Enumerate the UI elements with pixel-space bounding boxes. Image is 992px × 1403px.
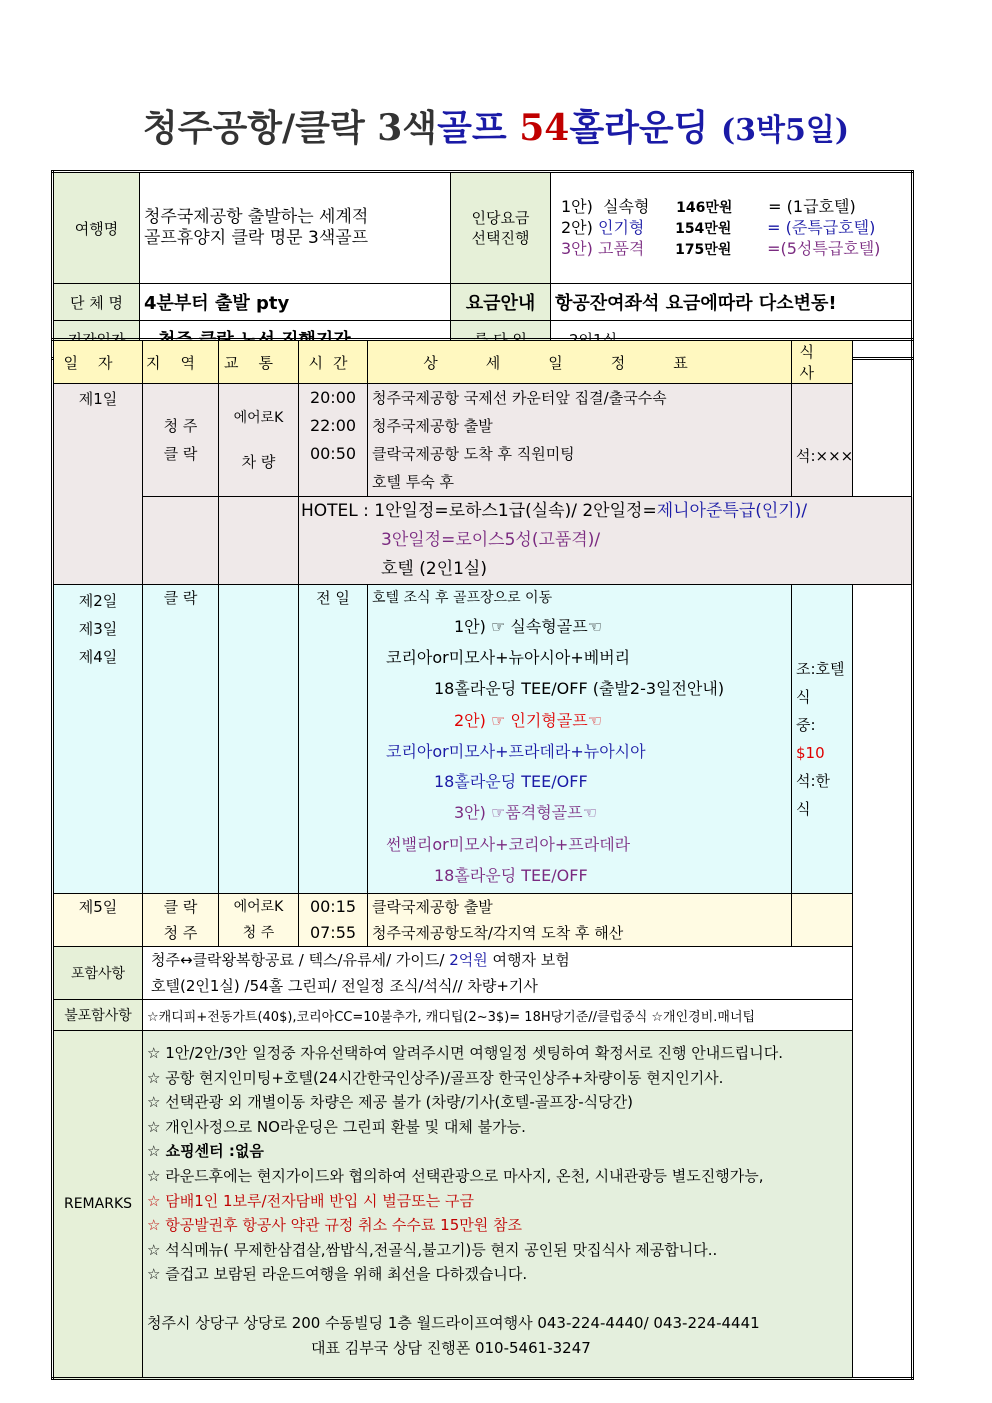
title-part4: 홀라운딩 [569,107,709,149]
day2-4-time: 전 일 [299,585,368,894]
day5-transport: 에어로K 청 주 [219,894,299,947]
included-row [53,947,913,1000]
remark-item: ☆ 쇼핑센터 :없음 [147,1142,264,1161]
day2-4-region: 클 락 [143,585,219,894]
header-region: 지역 [143,340,219,384]
header-meal: 식사 [792,340,853,384]
price-info-label: 요금안내 [451,284,551,321]
day1-details: 청주국제공항 국제선 카운터앞 집결/출국수속 청주국제공항 출발 클락국제공항 도착 후 직원미팅 호텔 투숙 후 [368,384,792,497]
day2-4-row [53,585,913,894]
company-contact: 대표 김부국 상담 진행폰 010-5461-3247 [311,1338,591,1357]
excluded-label: 불포함사항 [53,1000,143,1031]
remarks [143,1031,853,1379]
schedule-header [53,340,913,384]
fee-plans [551,172,913,284]
page-title [0,100,992,151]
excluded-row [53,1000,913,1031]
group-name: 4분부터 출발 pty [140,284,451,321]
remark-item: ☆ 석식메뉴( 무제한삼겹살,쌈밥식,전골식,불고기)등 현지 공인된 맛집식사 제공합니다.. [147,1240,718,1259]
included-label: 포함사항 [53,947,143,1000]
remark-item: ☆ 항공발권후 항공사 약관 규정 취소 수수료 15만원 참조 [147,1216,522,1235]
header-time: 시간 [299,340,368,384]
remark-item: ☆ 선택관광 외 개별이동 차량은 제공 불가 (차량/기사(호텔-골프장-식당간) [147,1093,633,1112]
info-table [51,170,914,360]
remark-item: ☆ 즐겁고 보람된 라운드여행을 위해 최선을 다하겠습니다. [147,1265,528,1284]
trip-label: 여행명 [53,172,140,284]
day5-row [53,894,913,947]
day5-label: 제5일 [53,894,143,947]
title-part2: 골프 [437,107,507,149]
day5-times: 00:15 07:55 [299,894,368,947]
plan-row: 1안) 실속형 146만원 = (1급호텔) [561,196,856,216]
trip-name: 청주국제공항 출발하는 세계적 골프휴양지 클락 명문 3색골프 [140,172,451,284]
fee-label: 인당요금 선택진행 [451,172,551,284]
remark-item: ☆ 담배1인 1보루/전자담배 반입 시 벌금또는 구금 [147,1191,475,1210]
header-date: 일자 [53,340,143,384]
remark-item: ☆ 개인사정으로 NO라운딩은 그린피 환불 및 대체 불가능. [147,1117,526,1136]
company-address: 청주시 상당구 상당로 200 수동빌딩 1층 월드라이프여행사 043-224-4440/ 043-224-4441 [147,1313,760,1332]
header-detail: 상세일정표 [368,340,792,384]
remark-item: ☆ 공항 현지인미팅+호텔(24시간한국인상주)/골프장 한국인상주+차량이동 현지인기사. [147,1068,724,1087]
day5-details: 클락국제공항 출발 청주국제공항도착/각지역 도착 후 해산 [368,894,792,947]
price-info: 항공잔여좌석 요금에따라 다소변동! [551,284,913,321]
day1-hotel-row [53,497,913,585]
remark-item: ☆ 라운드후에는 현지가이드와 협의하여 선택관광으로 마사지, 온천, 시내관광등 별도진행가능, [147,1166,764,1185]
day2-4-meals: 조:호텔식 중: $10 석:한 식 [792,585,853,894]
day1-region: 청 주 클 락 [143,384,219,497]
day1-hotel: HOTEL : 1안일정=로하스1급(실속)/ 2안일정=제니아준특급(인기)/ 3안일정=로이스5성(고품격)/ 호텔 (2인1실) [299,497,913,585]
included-items: 청주↔클락왕복항공료 / 텍스/유류세/ 가이드/ 2억원 여행자 보험 호텔(2인1실) /54홀 그린피/ 전일정 조식/석식// 차량+기사 [143,947,853,1000]
title-part5: (3박5일) [720,113,850,148]
day2-4-details: 호텔 조식 후 골프장으로 이동 1안) ☞ 실속형골프☜ 코리아or미모사+뉴아시아+베버리 18홀라운딩 TEE/OFF (출발2-3일전안내) 2안) ☞ 인기형골프☜ 코리아or미모사+프라데라+뉴아시아 18홀라운딩 TEE/OFF 3안) ☞품격형골프☜ 썬밸리or미모사+코리아+프라데라 18홀라운딩 TEE/OFF [368,585,792,894]
day1-label: 제1일 [53,384,143,585]
day1-times: 20:00 22:00 00:50 [299,384,368,497]
title-part1: 청주공항/클락 3색 [142,107,438,149]
excluded-items: ☆캐디피+전동가트(40$),코리아CC=10불추가, 캐디팁(2~3$)= 18H당기준//클럽중식 ☆개인경비.매너팁 [143,1000,853,1031]
day2-4-labels: 제2일 제3일 제4일 [53,585,143,894]
plan-row: 2안) 인기형 154만원 = (준특급호텔) [561,217,876,237]
day1-meal: 석:××× [792,384,853,497]
plan-row: 3안) 고품격 175만원 =(5성특급호텔) [561,238,881,258]
day5-region: 클 락 청 주 [143,894,219,947]
remarks-label: REMARKS [53,1031,143,1379]
remarks-row [53,1031,913,1379]
schedule-table [51,338,914,1380]
group-label: 단 체 명 [53,284,140,321]
remark-item: ☆ 1안/2안/3안 일정중 자유선택하여 알려주시면 여행일정 셋팅하여 확정서로 진행 안내드립니다. [147,1044,783,1062]
day1-transport: 에어로K 차 량 [219,384,299,497]
title-part3: 54 [519,107,570,149]
day1-row [53,384,913,497]
header-transport: 교통 [219,340,299,384]
